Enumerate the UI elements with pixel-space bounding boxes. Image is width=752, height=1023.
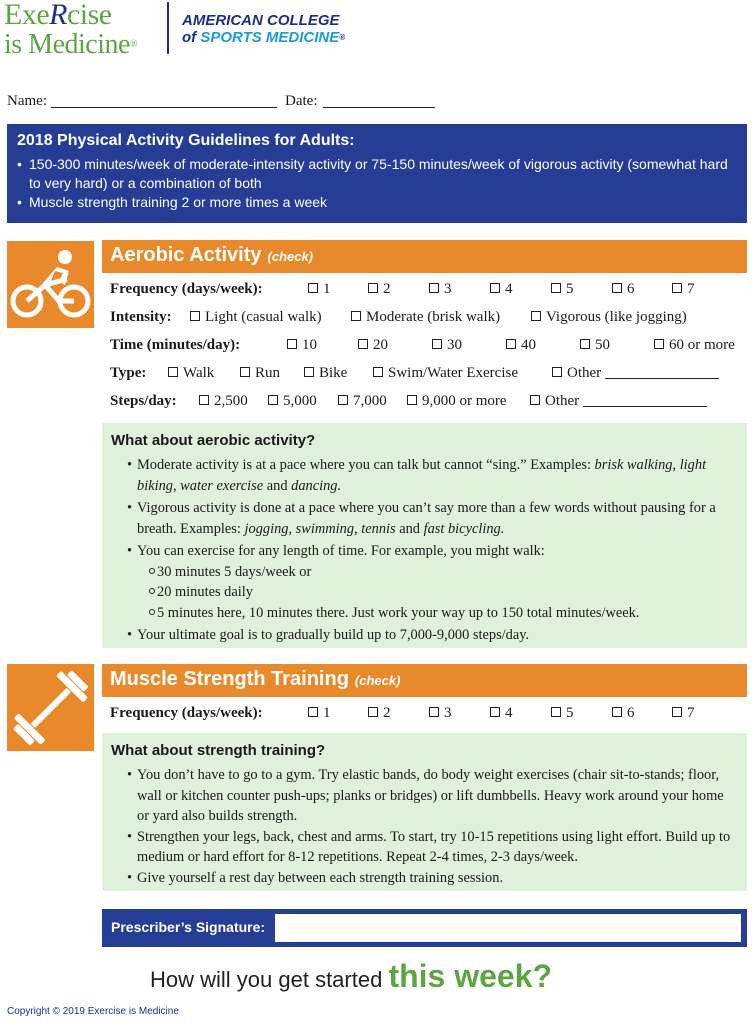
checkbox[interactable]: [551, 283, 561, 293]
aerobic-frequency-option[interactable]: 1: [308, 281, 331, 298]
type-other-field[interactable]: [605, 365, 719, 379]
aerobic-check-hint: (check): [267, 249, 314, 264]
aerobic-steps-label: Steps/day:: [110, 393, 177, 409]
type-option-other[interactable]: Other: [552, 365, 719, 382]
acsm-line1: AMERICAN COLLEGE: [182, 12, 340, 29]
aerobic-info-subitem: 20 minutes daily: [111, 582, 738, 603]
checkbox[interactable]: [552, 367, 562, 377]
aerobic-info-item: • Moderate activity is at a pace where you can talk but cannot “sing.” Examples: brisk walking, light biking, water exercise and dancing.: [127, 457, 707, 494]
aerobic-frequency-option[interactable]: 6: [612, 281, 635, 298]
checkbox[interactable]: [612, 283, 622, 293]
name-field[interactable]: [51, 107, 277, 108]
intensity-option[interactable]: Moderate (brisk walk): [351, 309, 500, 326]
date-field[interactable]: [323, 107, 435, 108]
date-label: Date:: [285, 93, 318, 109]
get-started-text: How will you get started: [150, 967, 389, 992]
checkbox[interactable]: [490, 283, 500, 293]
time-option[interactable]: 60 or more: [654, 337, 735, 354]
guideline-item: • Muscle strength training 2 or more times a week: [17, 193, 737, 212]
checkbox[interactable]: [551, 707, 561, 717]
checkbox[interactable]: [580, 339, 590, 349]
aerobic-title: Aerobic Activity: [110, 244, 262, 266]
time-option[interactable]: 20: [358, 337, 388, 354]
checkbox[interactable]: [268, 395, 278, 405]
aerobic-frequency-option[interactable]: 2: [368, 281, 391, 298]
guidelines-title: 2018 Physical Activity Guidelines for Adults:: [17, 132, 355, 149]
strength-frequency-option[interactable]: 4: [490, 705, 513, 722]
logo-divider: [167, 2, 169, 54]
dumbbell-icon: [7, 664, 94, 751]
signature-bar: [102, 909, 747, 947]
logo-text-medicine: is Medicine: [4, 29, 130, 60]
checkbox[interactable]: [429, 707, 439, 717]
checkbox[interactable]: [308, 707, 318, 717]
strength-frequency-label: Frequency (days/week):: [110, 705, 263, 721]
time-option[interactable]: 10: [287, 337, 317, 354]
aerobic-frequency-option[interactable]: 7: [672, 281, 695, 298]
type-option[interactable]: Swim/Water Exercise: [373, 365, 518, 382]
strength-info-item: • You don’t have to go to a gym. Try elastic bands, do body weight exercises (chair sit-to-stands; floor, wall or kitchen counter push-ups; planks or bridges) or lift dumbbells. Heavy work around your home or yard also builds strength.: [127, 767, 724, 824]
steps-option[interactable]: 7,000: [338, 393, 387, 410]
strength-frequency-option[interactable]: 6: [612, 705, 635, 722]
steps-option[interactable]: 9,000 or more: [407, 393, 507, 410]
strength-info-box: [102, 733, 747, 891]
strength-frequency-option[interactable]: 3: [429, 705, 452, 722]
logo-registered: ®: [129, 39, 138, 50]
checkbox[interactable]: [506, 339, 516, 349]
aerobic-time-label: Time (minutes/day):: [110, 337, 241, 353]
signature-label: Prescriber’s Signature:: [111, 919, 266, 935]
steps-option[interactable]: 2,500: [199, 393, 248, 410]
get-started-heading: [150, 958, 552, 995]
strength-info-item: • Strengthen your legs, back, chest and arms. To start, try 10-15 repetitions using light effort. Build up to medium or hard effort for 8-12 repetitions. Repeat 2-4 times, 2-3 days/week.: [127, 828, 731, 865]
signature-field[interactable]: [275, 914, 741, 942]
checkbox[interactable]: [531, 311, 541, 321]
copyright: Copyright © 2019 Exercise is Medicine: [7, 1006, 179, 1017]
acsm-logo: [182, 12, 345, 46]
steps-option[interactable]: 5,000: [268, 393, 317, 410]
checkbox[interactable]: [338, 395, 348, 405]
logo-text-cise: cise: [66, 0, 112, 31]
aerobic-frequency-option[interactable]: 5: [551, 281, 574, 298]
aerobic-frequency-option[interactable]: 3: [429, 281, 452, 298]
checkbox[interactable]: [368, 707, 378, 717]
checkbox[interactable]: [490, 707, 500, 717]
checkbox[interactable]: [358, 339, 368, 349]
aerobic-frequency-option[interactable]: 4: [490, 281, 513, 298]
checkbox[interactable]: [240, 367, 250, 377]
logo-text-exe: Exe: [4, 0, 50, 31]
aerobic-info-subitem: 5 minutes here, 10 minutes there. Just work your way up to 150 total minutes/week.: [111, 603, 738, 624]
aerobic-info-item: • Vigorous activity is done at a pace where you can’t say more than a few words without pausing for a breath. Examples: jogging, swimming, tennis and fast bicycling.: [127, 500, 716, 537]
type-option[interactable]: Bike: [304, 365, 347, 382]
checkbox[interactable]: [407, 395, 417, 405]
intensity-option[interactable]: Vigorous (like jogging): [531, 309, 687, 326]
checkbox[interactable]: [672, 283, 682, 293]
aerobic-section-header: [102, 240, 747, 273]
time-option[interactable]: 40: [506, 337, 536, 354]
guideline-item: • 150-300 minutes/week of moderate-intensity activity or 75-150 minutes/week of vigorous activity (somewhat hard to very hard) or a combination of both: [17, 155, 737, 193]
checkbox[interactable]: [612, 707, 622, 717]
checkbox[interactable]: [654, 339, 664, 349]
steps-option-other[interactable]: Other: [530, 393, 707, 410]
checkbox[interactable]: [368, 283, 378, 293]
acsm-of: of: [182, 29, 201, 46]
checkbox[interactable]: [199, 395, 209, 405]
logo-rx: R: [49, 0, 67, 31]
checkbox[interactable]: [432, 339, 442, 349]
strength-info-item: • Give yourself a rest day between each strength training session.: [127, 869, 504, 886]
type-option[interactable]: Run: [240, 365, 280, 382]
aerobic-info-item: • Your ultimate goal is to gradually build up to 7,000-9,000 steps/day.: [127, 627, 530, 643]
aerobic-frequency-label: Frequency (days/week):: [110, 281, 263, 297]
checkbox[interactable]: [304, 367, 314, 377]
checkbox[interactable]: [672, 707, 682, 717]
checkbox[interactable]: [190, 311, 200, 321]
strength-section-header: [102, 664, 747, 697]
strength-check-hint: (check): [354, 673, 401, 688]
guidelines-box: [7, 124, 747, 223]
acsm-registered: ®: [339, 33, 346, 42]
strength-title: Muscle Strength Training: [110, 668, 349, 690]
aerobic-info-title: What about aerobic activity?: [111, 432, 316, 449]
this-week-text: this week?: [388, 958, 553, 994]
checkbox[interactable]: [351, 311, 361, 321]
strength-frequency-option[interactable]: 2: [368, 705, 391, 722]
time-option[interactable]: 50: [580, 337, 610, 354]
type-option[interactable]: Walk: [168, 365, 214, 382]
checkbox[interactable]: [287, 339, 297, 349]
steps-other-field[interactable]: [583, 393, 707, 407]
aerobic-intensity-label: Intensity:: [110, 309, 172, 325]
aerobic-info-box: [102, 423, 747, 648]
checkbox[interactable]: [168, 367, 178, 377]
strength-frequency-option[interactable]: 5: [551, 705, 574, 722]
strength-frequency-option[interactable]: 7: [672, 705, 695, 722]
cyclist-icon: [7, 241, 94, 328]
aerobic-type-label: Type:: [110, 365, 147, 381]
strength-info-title: What about strength training?: [111, 742, 326, 759]
checkbox[interactable]: [308, 283, 318, 293]
time-option[interactable]: 30: [432, 337, 462, 354]
exercise-is-medicine-logo: [4, 0, 164, 62]
aerobic-info-subitem: 30 minutes 5 days/week or: [111, 562, 738, 583]
acsm-sports-medicine: SPORTS MEDICINE: [200, 29, 340, 46]
checkbox[interactable]: [530, 395, 540, 405]
checkbox[interactable]: [429, 283, 439, 293]
aerobic-info-item: • You can exercise for any length of time. For example, you might walk:: [127, 543, 545, 559]
name-label: Name:: [7, 93, 47, 109]
intensity-option[interactable]: Light (casual walk): [190, 309, 322, 326]
checkbox[interactable]: [373, 367, 383, 377]
strength-frequency-option[interactable]: 1: [308, 705, 331, 722]
